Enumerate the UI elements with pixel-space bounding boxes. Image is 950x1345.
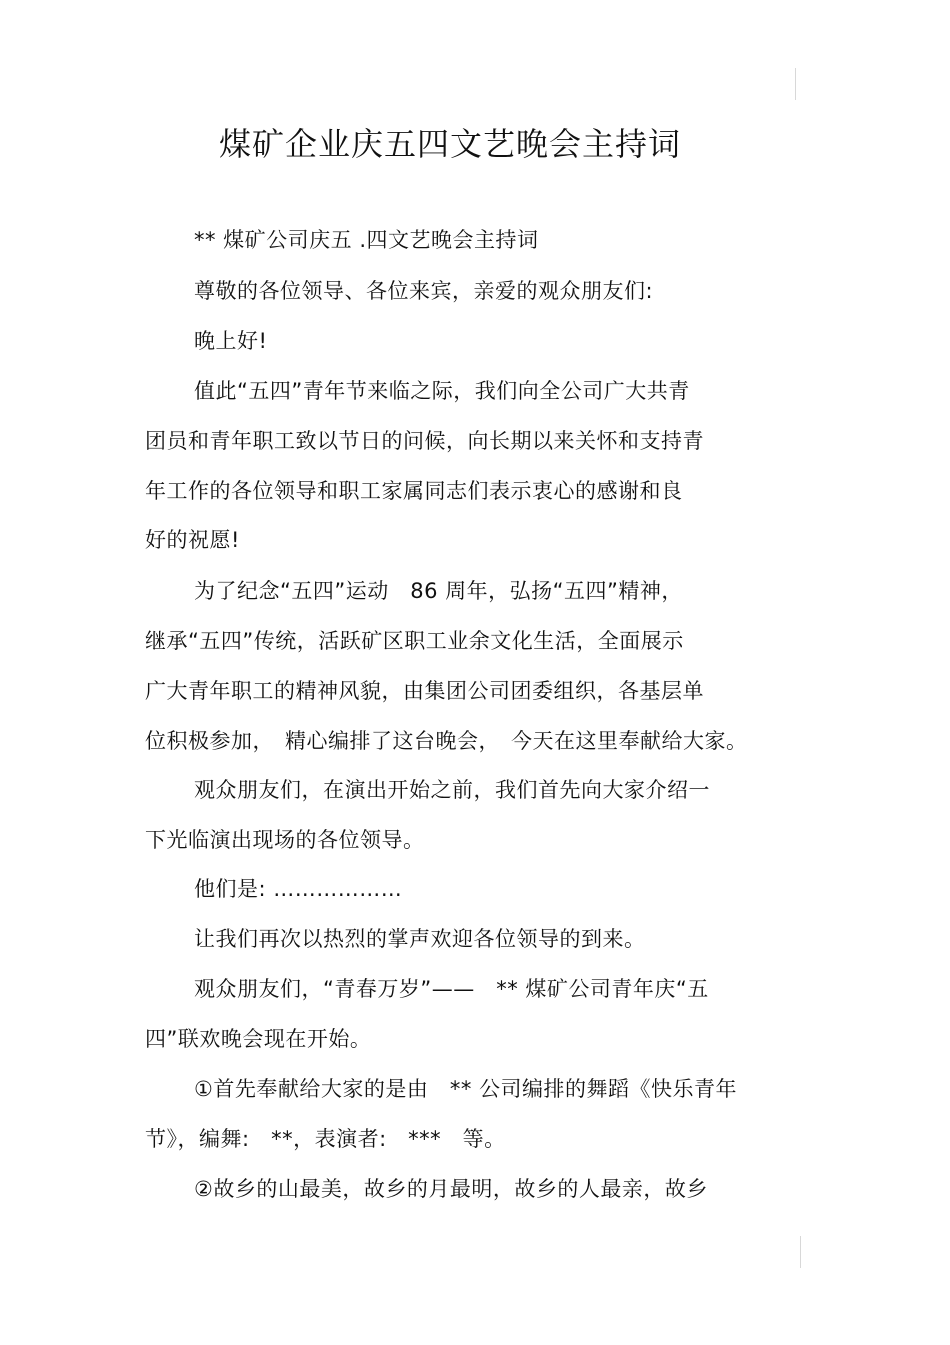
paragraph-line-18: ①首先奉献给大家的是由 ** 公司编排的舞蹈《快乐青年 [194, 1077, 737, 1101]
paragraph-line-9: 继承“五四”传统，活跃矿区职工业余文化生活，全面展示 [145, 629, 684, 653]
paragraph-line-20: ②故乡的山最美，故乡的月最明，故乡的人最亲，故乡 [194, 1177, 708, 1201]
paragraph-line-10: 广大青年职工的精神风貌，由集团公司团委组织，各基层单 [145, 679, 704, 703]
document-title: 煤矿企业庆五四文艺晚会主持词 [218, 125, 681, 163]
paragraph-line-19: 节》，编舞: **，表演者: *** 等。 [145, 1127, 506, 1151]
paragraph-line-7: 好的祝愿! [145, 528, 240, 552]
page-edge-mark-bottom [800, 1236, 801, 1268]
paragraph-line-6: 年工作的各位领导和职工家属同志们表示衷心的感谢和良 [145, 479, 683, 503]
paragraph-line-5: 团员和青年职工致以节日的问候，向长期以来关怀和支持青 [145, 429, 704, 453]
page-edge-mark-top [795, 68, 796, 100]
paragraph-line-1: ** 煤矿公司庆五 .四文艺晚会主持词 [194, 228, 539, 252]
paragraph-line-2: 尊敬的各位领导、各位来宾，亲爱的观众朋友们: [194, 279, 654, 303]
paragraph-line-8: 为了纪念“五四”运动 86 周年，弘扬“五四”精神， [194, 579, 683, 603]
paragraph-line-15: 让我们再次以热烈的掌声欢迎各位领导的到来。 [194, 927, 646, 951]
paragraph-line-12: 观众朋友们，在演出开始之前，我们首先向大家介绍一 [194, 778, 710, 802]
paragraph-line-11: 位积极参加， 精心编排了这台晚会， 今天在这里奉献给大家。 [145, 729, 748, 753]
paragraph-line-3: 晚上好! [194, 329, 268, 353]
paragraph-line-4: 值此“五四”青年节来临之际，我们向全公司广大共青 [194, 379, 690, 403]
paragraph-line-17: 四”联欢晚会现在开始。 [145, 1027, 372, 1051]
paragraph-line-14: 他们是: ……………… [194, 877, 403, 901]
paragraph-line-16: 观众朋友们，“青春万岁”—— ** 煤矿公司青年庆“五 [194, 977, 709, 1001]
paragraph-line-13: 下光临演出现场的各位领导。 [145, 828, 425, 852]
